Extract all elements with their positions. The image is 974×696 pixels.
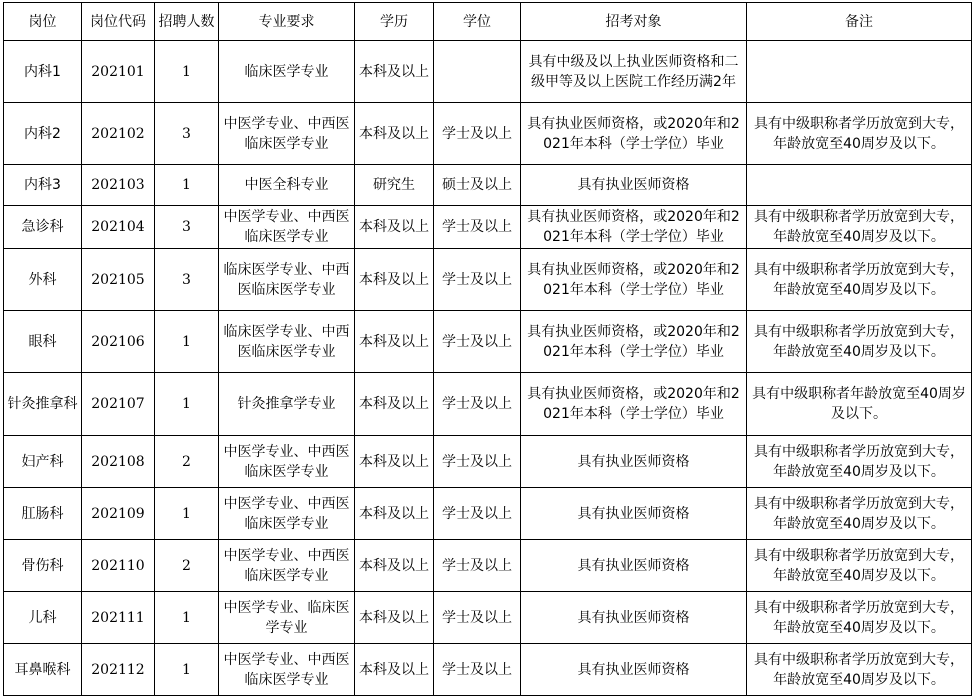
cell-note: 具有中级职称者学历放宽到大专，年龄放宽至40周岁及以下。: [754, 115, 964, 152]
cell-degree: 学士及以上: [442, 219, 512, 235]
header-cell: 学历: [355, 3, 434, 41]
table-cell: [747, 41, 972, 103]
table-cell: [521, 540, 747, 592]
cell-code: 202104: [91, 219, 145, 235]
cell-num: 3: [182, 219, 191, 235]
cell-post: 耳鼻喉科: [14, 661, 71, 678]
table-row: [4, 488, 972, 540]
table-cell: [434, 103, 521, 165]
header-cell: 学位: [434, 3, 521, 41]
cell-major: 中医学专业、中西医临床医学专业: [223, 209, 350, 245]
cell-post: 眼科: [28, 333, 57, 350]
table-cell: [82, 373, 155, 436]
cell-degree: 学士及以上: [442, 661, 512, 678]
cell-target: 具有执业医师资格，或2020年和2021年本科（学士学位）毕业: [527, 115, 740, 152]
table-cell: [355, 592, 434, 644]
table-cell: [155, 311, 219, 373]
cell-degree: 学士及以上: [442, 333, 512, 350]
cell-code: 202109: [91, 505, 145, 522]
table-cell: [521, 249, 747, 311]
table-cell: [521, 165, 747, 206]
cell-code: 202112: [91, 661, 145, 678]
cell-edu: 研究生: [373, 177, 415, 193]
table-cell: [747, 206, 972, 249]
table-row: [4, 311, 972, 373]
cell-code: 202111: [91, 609, 145, 626]
cell-target: 具有执业医师资格，或2020年和2021年本科（学士学位）毕业: [527, 386, 740, 422]
table-cell: [219, 103, 355, 165]
table-cell: [521, 644, 747, 696]
cell-post: 外科: [28, 271, 57, 288]
cell-post: 儿科: [28, 609, 57, 626]
table-cell: [434, 311, 521, 373]
table-cell: [355, 644, 434, 696]
table-row: [4, 592, 972, 644]
table-cell: [434, 644, 521, 696]
cell-num: 2: [182, 453, 191, 470]
cell-target: 具有执业医师资格: [577, 177, 690, 193]
table-cell: [82, 103, 155, 165]
table-row: [4, 165, 972, 206]
table-cell: [747, 311, 972, 373]
table-cell: [434, 540, 521, 592]
table-cell: [434, 373, 521, 436]
cell-edu: 本科及以上: [359, 271, 429, 288]
table-cell: [355, 488, 434, 540]
table-cell: [355, 373, 434, 436]
cell-post: 妇产科: [21, 453, 64, 470]
cell-edu: 本科及以上: [359, 505, 429, 522]
cell-degree: 学士及以上: [442, 271, 512, 288]
table-cell: [355, 41, 434, 103]
cell-major: 中医学专业、中西医临床医学专业: [223, 443, 350, 480]
table-cell: [82, 436, 155, 488]
cell-num: 3: [182, 271, 191, 288]
table-row: [4, 436, 972, 488]
table-cell: [219, 540, 355, 592]
table-cell: [521, 373, 747, 436]
cell-note: 具有中级职称者学历放宽到大专，年龄放宽至40周岁及以下。: [754, 651, 964, 688]
table-cell: [4, 436, 82, 488]
cell-target: 具有执业医师资格: [577, 453, 690, 470]
table-cell: [82, 41, 155, 103]
table-cell: [4, 540, 82, 592]
cell-code: 202102: [91, 125, 145, 142]
cell-target: 具有中级及以上执业医师资格和二级甲等及以上医院工作经历满2年: [528, 53, 739, 90]
table-cell: [434, 592, 521, 644]
table-cell: [521, 488, 747, 540]
table-cell: [82, 311, 155, 373]
cell-major: 中医全科专业: [244, 177, 329, 193]
table-cell: [155, 373, 219, 436]
cell-num: 1: [182, 505, 191, 522]
table-cell: [155, 436, 219, 488]
table-cell: [219, 206, 355, 249]
cell-note: 具有中级职称者学历放宽到大专，年龄放宽至40周岁及以下。: [754, 209, 964, 245]
table-cell: [155, 592, 219, 644]
cell-note: 具有中级职称者学历放宽到大专，年龄放宽至40周岁及以下。: [754, 323, 964, 360]
cell-code: 202107: [91, 396, 145, 412]
cell-num: 2: [182, 557, 191, 574]
header-row: [4, 3, 972, 41]
cell-code: 202108: [91, 453, 145, 470]
table-row: [4, 103, 972, 165]
cell-major: 中医学专业、中西医临床医学专业: [223, 115, 350, 152]
cell-degree: 学士及以上: [442, 505, 512, 522]
table-cell: [521, 592, 747, 644]
table-cell: [155, 41, 219, 103]
table-cell: [155, 165, 219, 206]
cell-note: 具有中级职称者学历放宽到大专，年龄放宽至40周岁及以下。: [754, 495, 964, 532]
header-cell: 备注: [747, 3, 972, 41]
cell-edu: 本科及以上: [359, 661, 429, 678]
cell-num: 1: [182, 177, 191, 193]
table-cell: [82, 249, 155, 311]
header-cell: 岗位: [4, 3, 82, 41]
cell-num: 1: [182, 63, 191, 80]
cell-target: 具有执业医师资格: [577, 557, 690, 574]
table-cell: [747, 373, 972, 436]
cell-degree: 学士及以上: [442, 609, 512, 626]
cell-target: 具有执业医师资格: [577, 505, 690, 522]
cell-post: 内科3: [24, 177, 61, 193]
cell-code: 202103: [91, 177, 145, 193]
table-cell: [4, 103, 82, 165]
table-row: [4, 540, 972, 592]
table-cell: [4, 41, 82, 103]
cell-note: 具有中级职称者学历放宽到大专，年龄放宽至40周岁及以下。: [754, 261, 964, 298]
table-cell: [747, 249, 972, 311]
cell-target: 具有执业医师资格，或2020年和2021年本科（学士学位）毕业: [527, 209, 740, 245]
table-cell: [4, 311, 82, 373]
cell-major: 临床医学专业: [244, 63, 329, 80]
table-cell: [434, 206, 521, 249]
table-cell: [155, 644, 219, 696]
table-cell: [434, 41, 521, 103]
cell-degree: 学士及以上: [442, 453, 512, 470]
cell-edu: 本科及以上: [359, 453, 429, 470]
cell-edu: 本科及以上: [359, 333, 429, 350]
table-cell: [155, 206, 219, 249]
header-cell: 岗位代码: [82, 3, 155, 41]
cell-post: 急诊科: [21, 219, 64, 235]
table-cell: [355, 436, 434, 488]
cell-target: 具有执业医师资格: [577, 609, 690, 626]
table-cell: [521, 41, 747, 103]
table-cell: [747, 103, 972, 165]
table-cell: [521, 436, 747, 488]
cell-edu: 本科及以上: [359, 125, 429, 142]
table-cell: [355, 103, 434, 165]
cell-major: 中医学专业、中西医临床医学专业: [223, 495, 350, 532]
table-cell: [219, 436, 355, 488]
table-cell: [219, 373, 355, 436]
table-cell: [155, 540, 219, 592]
table-cell: [82, 488, 155, 540]
table-cell: [747, 488, 972, 540]
table-cell: [82, 540, 155, 592]
cell-num: 1: [182, 609, 191, 626]
cell-num: 1: [182, 396, 191, 412]
cell-num: 3: [182, 125, 191, 142]
table-row: [4, 249, 972, 311]
cell-major: 针灸推拿学专业: [237, 396, 336, 412]
cell-major: 中医学专业、临床医学专业: [223, 599, 350, 636]
cell-edu: 本科及以上: [359, 557, 429, 574]
table-cell: [82, 644, 155, 696]
table-cell: [521, 206, 747, 249]
cell-code: 202105: [91, 271, 145, 288]
table-row: [4, 373, 972, 436]
cell-note: 具有中级职称者学历放宽到大专，年龄放宽至40周岁及以下。: [754, 599, 964, 636]
cell-target: 具有执业医师资格: [577, 661, 690, 678]
cell-note: 具有中级职称者年龄放宽至40周岁及以下。: [752, 386, 966, 422]
cell-edu: 本科及以上: [359, 63, 429, 80]
table-cell: [434, 436, 521, 488]
table-cell: [747, 540, 972, 592]
table-row: [4, 206, 972, 249]
header-cell: 招考对象: [521, 3, 747, 41]
cell-degree: 学士及以上: [442, 396, 512, 412]
table-cell: [521, 103, 747, 165]
table-cell: [219, 41, 355, 103]
cell-note: 具有中级职称者学历放宽到大专，年龄放宽至40周岁及以下。: [754, 443, 964, 480]
table-cell: [434, 165, 521, 206]
table-cell: [219, 488, 355, 540]
table-cell: [219, 165, 355, 206]
table-cell: [4, 249, 82, 311]
cell-major: 中医学专业、中西医临床医学专业: [223, 651, 350, 688]
table-cell: [4, 644, 82, 696]
table-cell: [219, 311, 355, 373]
table-row: [4, 644, 972, 696]
table-cell: [155, 103, 219, 165]
table-cell: [747, 436, 972, 488]
table-cell: [155, 249, 219, 311]
cell-num: 1: [182, 661, 191, 678]
cell-target: 具有执业医师资格，或2020年和2021年本科（学士学位）毕业: [527, 323, 740, 360]
table-cell: [82, 165, 155, 206]
table-cell: [521, 311, 747, 373]
cell-code: 202101: [91, 63, 145, 80]
cell-degree: 硕士及以上: [442, 177, 512, 193]
cell-post: 肛肠科: [21, 505, 64, 522]
header-cell: 专业要求: [219, 3, 355, 41]
table-cell: [82, 592, 155, 644]
table-cell: [747, 644, 972, 696]
cell-note: 具有中级职称者学历放宽到大专，年龄放宽至40周岁及以下。: [754, 547, 964, 584]
table-cell: [434, 249, 521, 311]
table-cell: [355, 311, 434, 373]
table-cell: [4, 206, 82, 249]
cell-code: 202106: [91, 333, 145, 350]
table-row: [4, 41, 972, 103]
table-cell: [355, 540, 434, 592]
cell-edu: 本科及以上: [359, 396, 429, 412]
table-cell: [747, 592, 972, 644]
table-cell: [155, 488, 219, 540]
table-cell: [219, 592, 355, 644]
cell-edu: 本科及以上: [359, 219, 429, 235]
cell-num: 1: [182, 333, 191, 350]
cell-major: 临床医学专业、中西医临床医学专业: [223, 323, 350, 360]
table-cell: [434, 488, 521, 540]
cell-post: 针灸推拿科: [7, 396, 78, 412]
cell-post: 内科2: [24, 125, 61, 142]
table-cell: [4, 488, 82, 540]
cell-edu: 本科及以上: [359, 609, 429, 626]
table-cell: [355, 206, 434, 249]
cell-major: 中医学专业、中西医临床医学专业: [223, 547, 350, 584]
recruitment-table: [3, 2, 972, 696]
cell-post: 骨伤科: [21, 557, 64, 574]
cell-post: 内科1: [24, 63, 61, 80]
cell-degree: 学士及以上: [442, 557, 512, 574]
table-cell: [82, 206, 155, 249]
cell-code: 202110: [91, 557, 145, 574]
table-cell: [355, 249, 434, 311]
table-cell: [219, 644, 355, 696]
table-cell: [4, 165, 82, 206]
header-cell: 招聘人数: [155, 3, 219, 41]
cell-degree: 学士及以上: [442, 125, 512, 142]
table-cell: [355, 165, 434, 206]
table-cell: [219, 249, 355, 311]
table-cell: [4, 592, 82, 644]
table-cell: [747, 165, 972, 206]
table-cell: [4, 373, 82, 436]
cell-target: 具有执业医师资格，或2020年和2021年本科（学士学位）毕业: [527, 261, 740, 298]
cell-major: 临床医学专业、中西医临床医学专业: [223, 261, 350, 298]
